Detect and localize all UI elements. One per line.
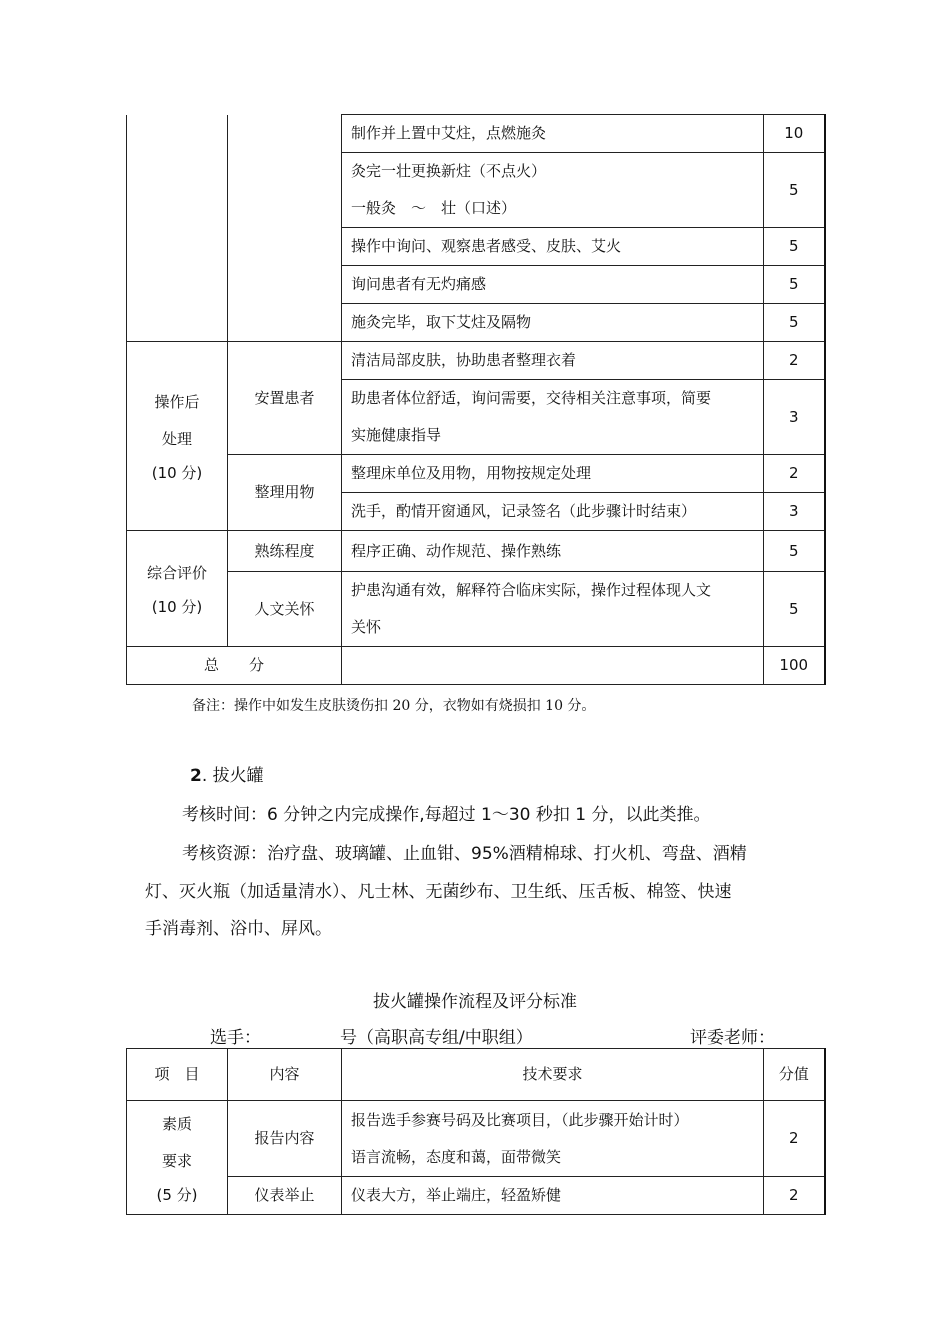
- sub-label-report: 报告内容: [228, 1101, 342, 1177]
- table-cell-content: 整理床单位及用物，用物按规定处理: [342, 455, 764, 493]
- table-cell-content: 制作并上置中艾炷，点燃施灸: [342, 115, 764, 153]
- sub-label-tidy-supplies: 整理用物: [228, 455, 342, 531]
- exam-resources-line: 考核资源：治疗盘、玻璃罐、止血钳、95%酒精棉球、打火机、弯盘、酒精: [182, 844, 747, 864]
- table-cell-content: 操作中询问、观察患者感受、皮肤、艾火: [342, 228, 764, 266]
- number-label: 号（高职高专组/中职组）: [340, 1028, 533, 1048]
- exam-time: 考核时间：6 分钟之内完成操作,每超过 1～30 秒扣 1 分，以此类推。: [182, 805, 711, 825]
- table-cell-score: 2: [764, 1101, 825, 1177]
- table-cell-score: 3: [764, 493, 825, 531]
- total-score: 100: [764, 647, 825, 685]
- exam-resources-line: 手消毒剂、浴巾、屏风。: [145, 919, 332, 939]
- table-cell-content: [342, 572, 764, 647]
- section-title: . 拔火罐: [201, 766, 264, 786]
- header-requirement: 技术要求: [342, 1049, 764, 1101]
- table-cell-content: 程序正确、动作规范、操作熟练: [342, 531, 764, 572]
- table-cell-score: 5: [764, 572, 825, 647]
- table-cell-score: 5: [764, 266, 825, 304]
- content-line: 助患者体位舒适，询问需要，交待相关注意事项，简要: [351, 389, 712, 407]
- table-cell-content: [342, 1101, 764, 1177]
- group-label-quality: [127, 1101, 228, 1215]
- table-cell-content: 洗手，酌情开窗通风，记录签名（此步骤计时结束）: [342, 493, 764, 531]
- table-cell-score: 3: [764, 380, 825, 455]
- content-line: 一般灸 ～ 壮（口述）: [351, 199, 517, 217]
- group-label-line: 综合评价: [146, 564, 207, 582]
- total-label: 总 分: [127, 647, 342, 685]
- exam-resources-line: 灯、灭火瓶（加适量清水）、凡士林、无菌纱布、卫生纸、压舌板、棉签、快速: [145, 882, 732, 902]
- group-label-line: 素质: [161, 1114, 192, 1133]
- content-line: 关怀: [351, 618, 382, 636]
- table-cell-score: 5: [764, 531, 825, 572]
- player-label: 选手：: [210, 1028, 261, 1048]
- content-line: 实施健康指导: [351, 426, 442, 444]
- total-empty-cell: [342, 647, 764, 685]
- table-cell-content: 仪表大方，举止端庄，轻盈矫健: [342, 1177, 764, 1215]
- content-line: 灸完一壮更换新炷（不点火）: [351, 162, 547, 180]
- group-label-post-operation: [127, 342, 228, 531]
- table-cell-score: 5: [764, 153, 825, 228]
- table-cell-content: 施灸完毕，取下艾炷及隔物: [342, 304, 764, 342]
- sub-label-settle-patient: 安置患者: [228, 342, 342, 455]
- group-label-line: (10 分): [151, 598, 203, 616]
- content-line: 报告选手参赛号码及比赛项目，（此步骤开始计时）: [351, 1110, 689, 1129]
- header-content: 内容: [228, 1049, 342, 1101]
- item-cell-empty: [127, 115, 228, 342]
- group-label-line: 要求: [161, 1151, 192, 1170]
- group-label-line: 处理: [161, 430, 192, 448]
- scoring-table-moxibustion: [126, 114, 826, 685]
- sub-label-humanistic-care: 人文关怀: [228, 572, 342, 647]
- table-cell-content: 清洁局部皮肤，协助患者整理衣着: [342, 342, 764, 380]
- scoring-table-cupping: [126, 1048, 826, 1215]
- sub-label-proficiency: 熟练程度: [228, 531, 342, 572]
- table-cell-score: 2: [764, 455, 825, 493]
- header-item: 项 目: [127, 1049, 228, 1101]
- group-label-line: 操作后: [154, 393, 200, 411]
- sub-cell-empty: [228, 115, 342, 342]
- judge-label: 评委老师：: [690, 1028, 775, 1048]
- sub-label-appearance: 仪表举止: [228, 1177, 342, 1215]
- table-note: 备注：操作中如发生皮肤烫伤扣 20 分，衣物如有烧损扣 10 分。: [192, 698, 596, 714]
- table-cell-score: 2: [764, 342, 825, 380]
- table-cell-score: 2: [764, 1177, 825, 1215]
- group-label-line: (10 分): [151, 464, 203, 482]
- section-number: 2: [190, 766, 202, 786]
- header-score: 分值: [764, 1049, 825, 1101]
- content-line: 语言流畅，态度和蔼，面带微笑: [351, 1147, 562, 1166]
- group-label-evaluation: [127, 531, 228, 647]
- table2-title: 拔火罐操作流程及评分标准: [373, 992, 577, 1012]
- table-cell-score: 5: [764, 228, 825, 266]
- table-cell-score: 10: [764, 115, 825, 153]
- section-heading: [190, 761, 264, 786]
- table-cell-content: [342, 380, 764, 455]
- table-cell-content: 询问患者有无灼痛感: [342, 266, 764, 304]
- content-line: 护患沟通有效，解释符合临床实际，操作过程体现人文: [351, 581, 712, 599]
- group-label-line: (5 分): [156, 1185, 198, 1204]
- table-cell-score: 5: [764, 304, 825, 342]
- table-cell-content: [342, 153, 764, 228]
